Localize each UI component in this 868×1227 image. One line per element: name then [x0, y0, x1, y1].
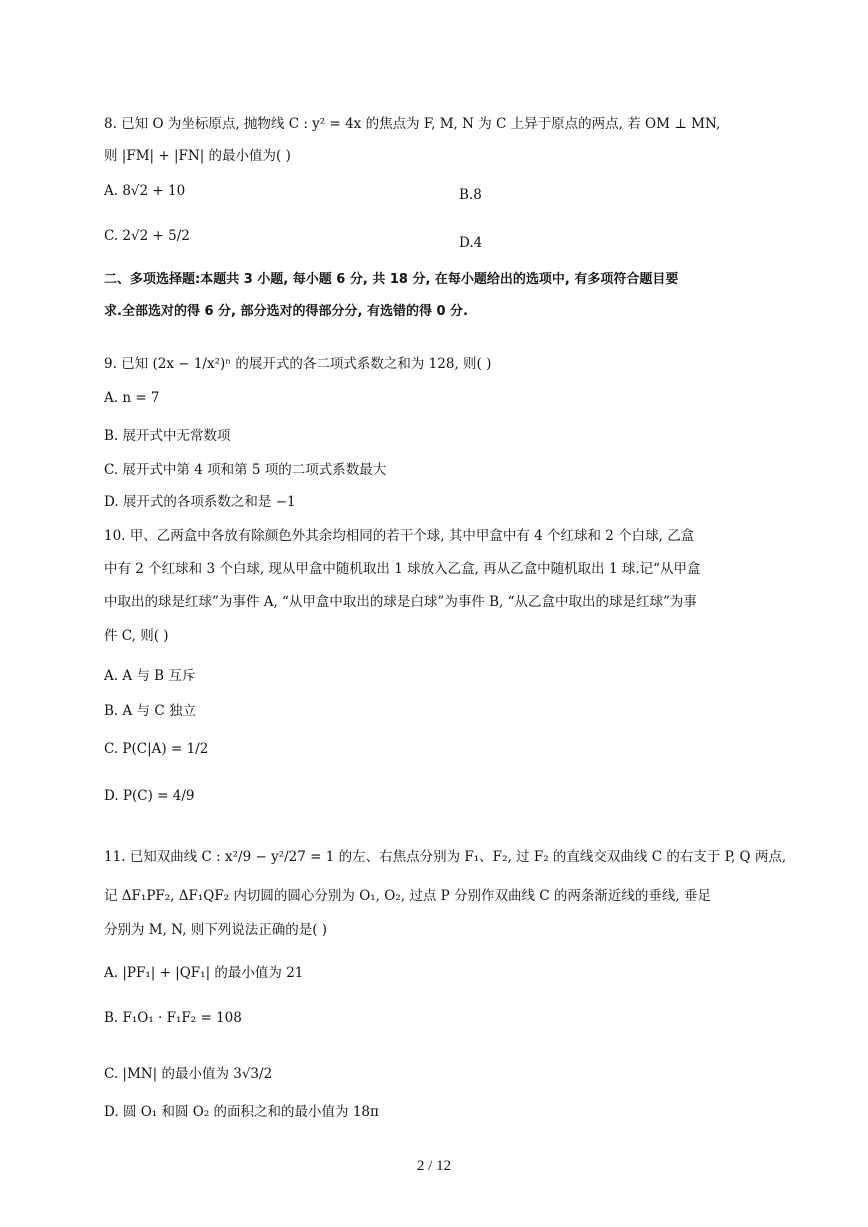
q8-option-c: C. 2√2 + 5/2	[104, 228, 190, 244]
q11-stem-line1: 11. 已知双曲线 C : x²/9 − y²/27 = 1 的左、右焦点分别为 F₁、F₂, 过 F₂ 的直线交双曲线 C 的右支于 P, Q 两点,	[104, 849, 787, 865]
q11-option-c: C. |MN| 的最小值为 3√3/2	[104, 1066, 273, 1082]
section2-instructions-line1: 二、多项选择题:本题共 3 小题, 每小题 6 分, 共 18 分, 在每小题给出的选项中, 有多项符合题目要	[104, 272, 679, 287]
q11-stem-line3: 分别为 M, N, 则下列说法正确的是( )	[104, 922, 328, 938]
q9-option-a: A. n = 7	[104, 390, 160, 406]
q10-option-b: B. A 与 C 独立	[104, 703, 196, 719]
q9-stem: 9. 已知 (2x − 1/x²)ⁿ 的展开式的各二项式系数之和为 128, 则( )	[104, 356, 492, 372]
q8-option-a: A. 8√2 + 10	[104, 183, 186, 199]
q10-option-a: A. A 与 B 互斥	[104, 668, 196, 684]
q8-option-d: D.4	[459, 235, 483, 251]
q10-stem-line1: 10. 甲、乙两盒中各放有除颜色外其余均相同的若干个球, 其中甲盒中有 4 个红球和 2 个白球, 乙盒	[104, 528, 695, 544]
q10-option-c: C. P(C|A) = 1/2	[104, 741, 209, 757]
q10-stem-line3: 中取出的球是红球”为事件 A, “从甲盒中取出的球是白球”为事件 B, “从乙盒中取出的球是红球”为事	[104, 594, 697, 610]
section2-instructions-line2: 求.全部选对的得 6 分, 部分选对的得部分分, 有选错的得 0 分.	[104, 304, 469, 319]
q9-option-c: C. 展开式中第 4 项和第 5 项的二项式系数最大	[104, 462, 387, 478]
q10-option-d: D. P(C) = 4/9	[104, 788, 195, 804]
q11-option-a: A. |PF₁| + |QF₁| 的最小值为 21	[104, 965, 304, 981]
q9-option-b: B. 展开式中无常数项	[104, 428, 231, 444]
q8-option-b: B.8	[459, 187, 482, 203]
q9-option-d: D. 展开式的各项系数之和是 −1	[104, 494, 296, 510]
q11-option-b: B. F₁O₁ · F₁F₂ = 108	[104, 1010, 242, 1026]
q10-stem-line2: 中有 2 个红球和 3 个白球, 现从甲盒中随机取出 1 球放入乙盒, 再从乙盒中随机取出 1 球.记“从甲盒	[104, 561, 701, 577]
q8-stem-line1: 8. 已知 O 为坐标原点, 抛物线 C : y² = 4x 的焦点为 F, M, N 为 C 上异于原点的两点, 若 OM ⊥ MN,	[104, 116, 721, 132]
q8-stem-line2: 则 |FM| + |FN| 的最小值为( )	[104, 148, 291, 164]
q11-stem-line2: 记 ΔF₁PF₂, ΔF₁QF₂ 内切圆的圆心分别为 O₁, O₂, 过点 P 分别作双曲线 C 的两条渐近线的垂线, 垂足	[104, 888, 712, 904]
q10-stem-line4: 件 C, 则( )	[104, 628, 169, 644]
page-number: 2 / 12	[416, 1158, 452, 1174]
q11-option-d: D. 圆 O₁ 和圆 O₂ 的面积之和的最小值为 18π	[104, 1104, 379, 1120]
